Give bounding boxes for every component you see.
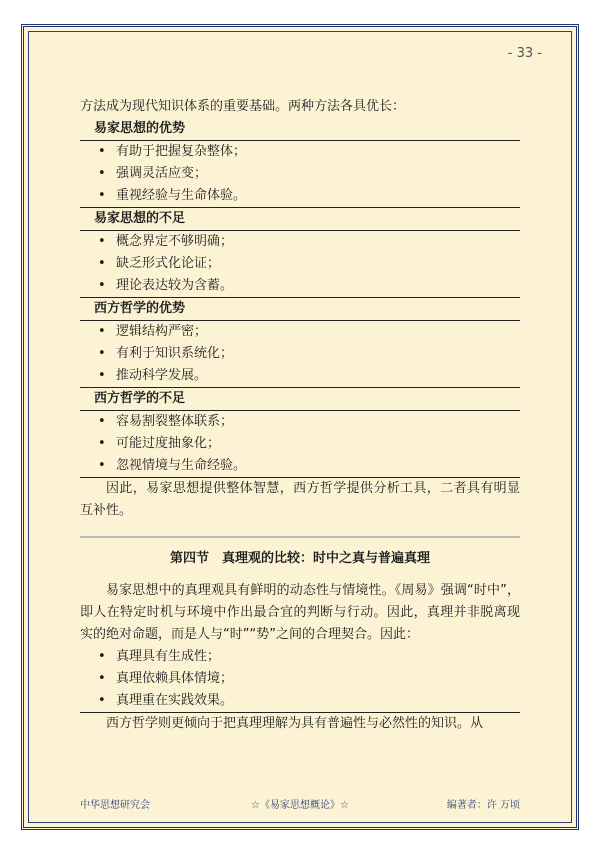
page-content — [80, 96, 520, 735]
list-item: • 可能过度抽象化； — [80, 433, 520, 455]
section-title: 第四节 真理观的比较：时中之真与普遍真理 — [169, 551, 430, 566]
section-paragraph: 易家思想中的真理观具有鲜明的动态性与情境性。《周易》强调“时中”，即人在特定时机与环境中作出最合宜的判断与行动。因此，真理并非脱离现实的绝对命题，而是人与“时”“势”之间的合理契合。因此： — [80, 583, 520, 642]
list-item: • 有助于把握复杂整体； — [80, 141, 520, 163]
group-heading: 易家思想的不足 — [80, 208, 520, 231]
list-item: • 有利于知识系统化； — [80, 343, 520, 365]
list-item: • 推动科学发展。 — [80, 365, 520, 388]
footer-publisher: 中华思想研究会 — [80, 800, 150, 811]
list-item: • 缺乏形式化论证； — [80, 253, 520, 275]
list-item: • 概念界定不够明确； — [80, 231, 520, 253]
bullet-list — [80, 141, 520, 208]
group-heading: 西方哲学的优势 — [80, 298, 520, 321]
comparison-group-4 — [80, 388, 520, 478]
list-item: • 真理依赖具体情境； — [80, 668, 520, 690]
list-item: • 理论表达较为含蓄。 — [80, 275, 520, 298]
bullet-list — [80, 411, 520, 478]
list-item: • 逻辑结构严密； — [80, 321, 520, 343]
list-item: • 忽视情境与生命经验。 — [80, 455, 520, 478]
footer-author: 编著者：许 万顷 — [446, 800, 520, 811]
list-item: • 真理具有生成性； — [80, 646, 520, 668]
group-heading: 易家思想的优势 — [80, 118, 520, 141]
list-item: • 真理重在实践效果。 — [80, 690, 520, 713]
section-divider — [80, 536, 520, 538]
closing-paragraph: 西方哲学则更倾向于把真理理解为具有普遍性与必然性的知识。从 — [106, 716, 484, 731]
list-item: • 强调灵活应变； — [80, 163, 520, 185]
bullet-list — [80, 321, 520, 388]
truth-bullet-list — [80, 646, 520, 713]
comparison-group-2 — [80, 208, 520, 298]
conclusion-paragraph: 因此，易家思想提供整体智慧，西方哲学提供分析工具，二者具有明显互补性。 — [80, 481, 520, 518]
bullet-list — [80, 231, 520, 298]
list-item: • 重视经验与生命体验。 — [80, 185, 520, 208]
intro-paragraph: 方法成为现代知识体系的重要基础。两种方法各具优长： — [80, 99, 406, 114]
group-heading: 西方哲学的不足 — [80, 388, 520, 411]
comparison-group-3 — [80, 298, 520, 388]
list-item: • 容易割裂整体联系； — [80, 411, 520, 433]
footer-book-title: ☆《易家思想概论》☆ — [251, 800, 349, 811]
page-number: - 33 - — [507, 46, 542, 61]
comparison-group-1 — [80, 118, 520, 208]
